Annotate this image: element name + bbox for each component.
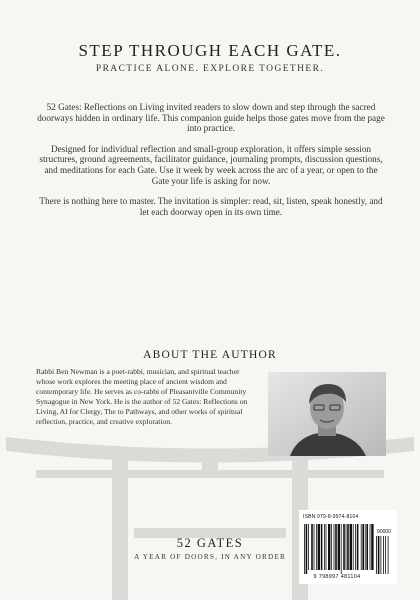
isbn-label: ISBN 979-8-9974-8104 [303, 514, 359, 520]
barcode-bar [343, 524, 345, 570]
barcode-bar [346, 524, 347, 570]
barcode-bar [308, 524, 309, 570]
brand-subtitle: A YEAR OF DOORS, IN ANY ORDER [134, 553, 286, 561]
barcode-bar [361, 524, 362, 570]
description-paragraph: Designed for individual reflection and small-group exploration, it offers simple session structures, ground agreements, facilitator guidance, journaling prompts, discussion questions, and meditations for each Gate. Use it week by week across the arc of a year, or open to the Gate your life is asking for now. [39, 143, 383, 186]
price-code: 90000 [377, 529, 391, 535]
author-portrait [268, 372, 386, 456]
barcode-bar [326, 524, 327, 570]
barcode-bar [370, 524, 371, 570]
barcode-bar [324, 524, 325, 570]
barcode-bar [318, 524, 320, 570]
barcode-bar [357, 524, 359, 570]
barcode-bar [328, 524, 330, 570]
author-bio: Rabbi Ben Newman is a poet-rabbi, musician, and spiritual teacher whose work explores the meeting place of ancient wisdom and contemporary life. He serves as co-rabbi of Pleasantville Community Synagogue in New York. He is the author of 52 Gates: Reflections on Living, AI for Clergy, The to Pathways, and other works of spiritual reflection, practice, and creative exploration. [36, 367, 248, 426]
barcode-addon-bar [376, 536, 377, 574]
barcode-addon-bar [385, 536, 386, 574]
barcode-bar [347, 524, 349, 570]
barcode-bar [331, 524, 332, 570]
headline: STEP THROUGH EACH GATE. [78, 41, 342, 60]
isbn-barcode-box [299, 510, 397, 584]
barcode-bar [362, 524, 364, 570]
barcode-addon-bar [378, 536, 380, 574]
barcode-bar [316, 524, 317, 570]
description-paragraph: There is nothing here to master. The invitation is simpler: read, sit, listen, speak honestly, and let each doorway open in its own time. [39, 196, 383, 217]
description [36, 102, 386, 227]
author-photo [268, 372, 386, 456]
barcode-bar [371, 524, 373, 570]
barcode-bar [365, 524, 366, 570]
barcode-bar [314, 524, 315, 570]
barcode-bar [321, 524, 323, 570]
barcode-bar [338, 524, 340, 570]
barcode-bar [306, 524, 308, 574]
barcode-bar [366, 524, 368, 570]
description-paragraph: 52 Gates: Reflections on Living invited readers to slow down and step through the sacred doorways hidden in ordinary life. This companion guide helps those gates move from the page into practice. [37, 102, 385, 134]
barcode-bars [302, 522, 394, 574]
barcode-bar [335, 524, 337, 570]
barcode-addon-bar [388, 536, 389, 574]
barcode-bar [355, 524, 356, 570]
barcode-bar [341, 524, 342, 574]
about-author-heading: ABOUT THE AUTHOR [143, 349, 277, 361]
ean-digits: 9 798997 481104 [313, 574, 361, 580]
barcode-bar [334, 524, 335, 570]
barcode-bar [304, 524, 305, 574]
brand-title: 52 GATES [176, 536, 244, 550]
barcode-addon-bar [381, 536, 382, 574]
subheadline: PRACTICE ALONE. EXPLORE TOGETHER. [95, 64, 325, 74]
barcode-bar [311, 524, 313, 570]
barcode-bar [350, 524, 352, 570]
barcode-addon-bar [383, 536, 384, 574]
barcode-bar [353, 524, 354, 570]
